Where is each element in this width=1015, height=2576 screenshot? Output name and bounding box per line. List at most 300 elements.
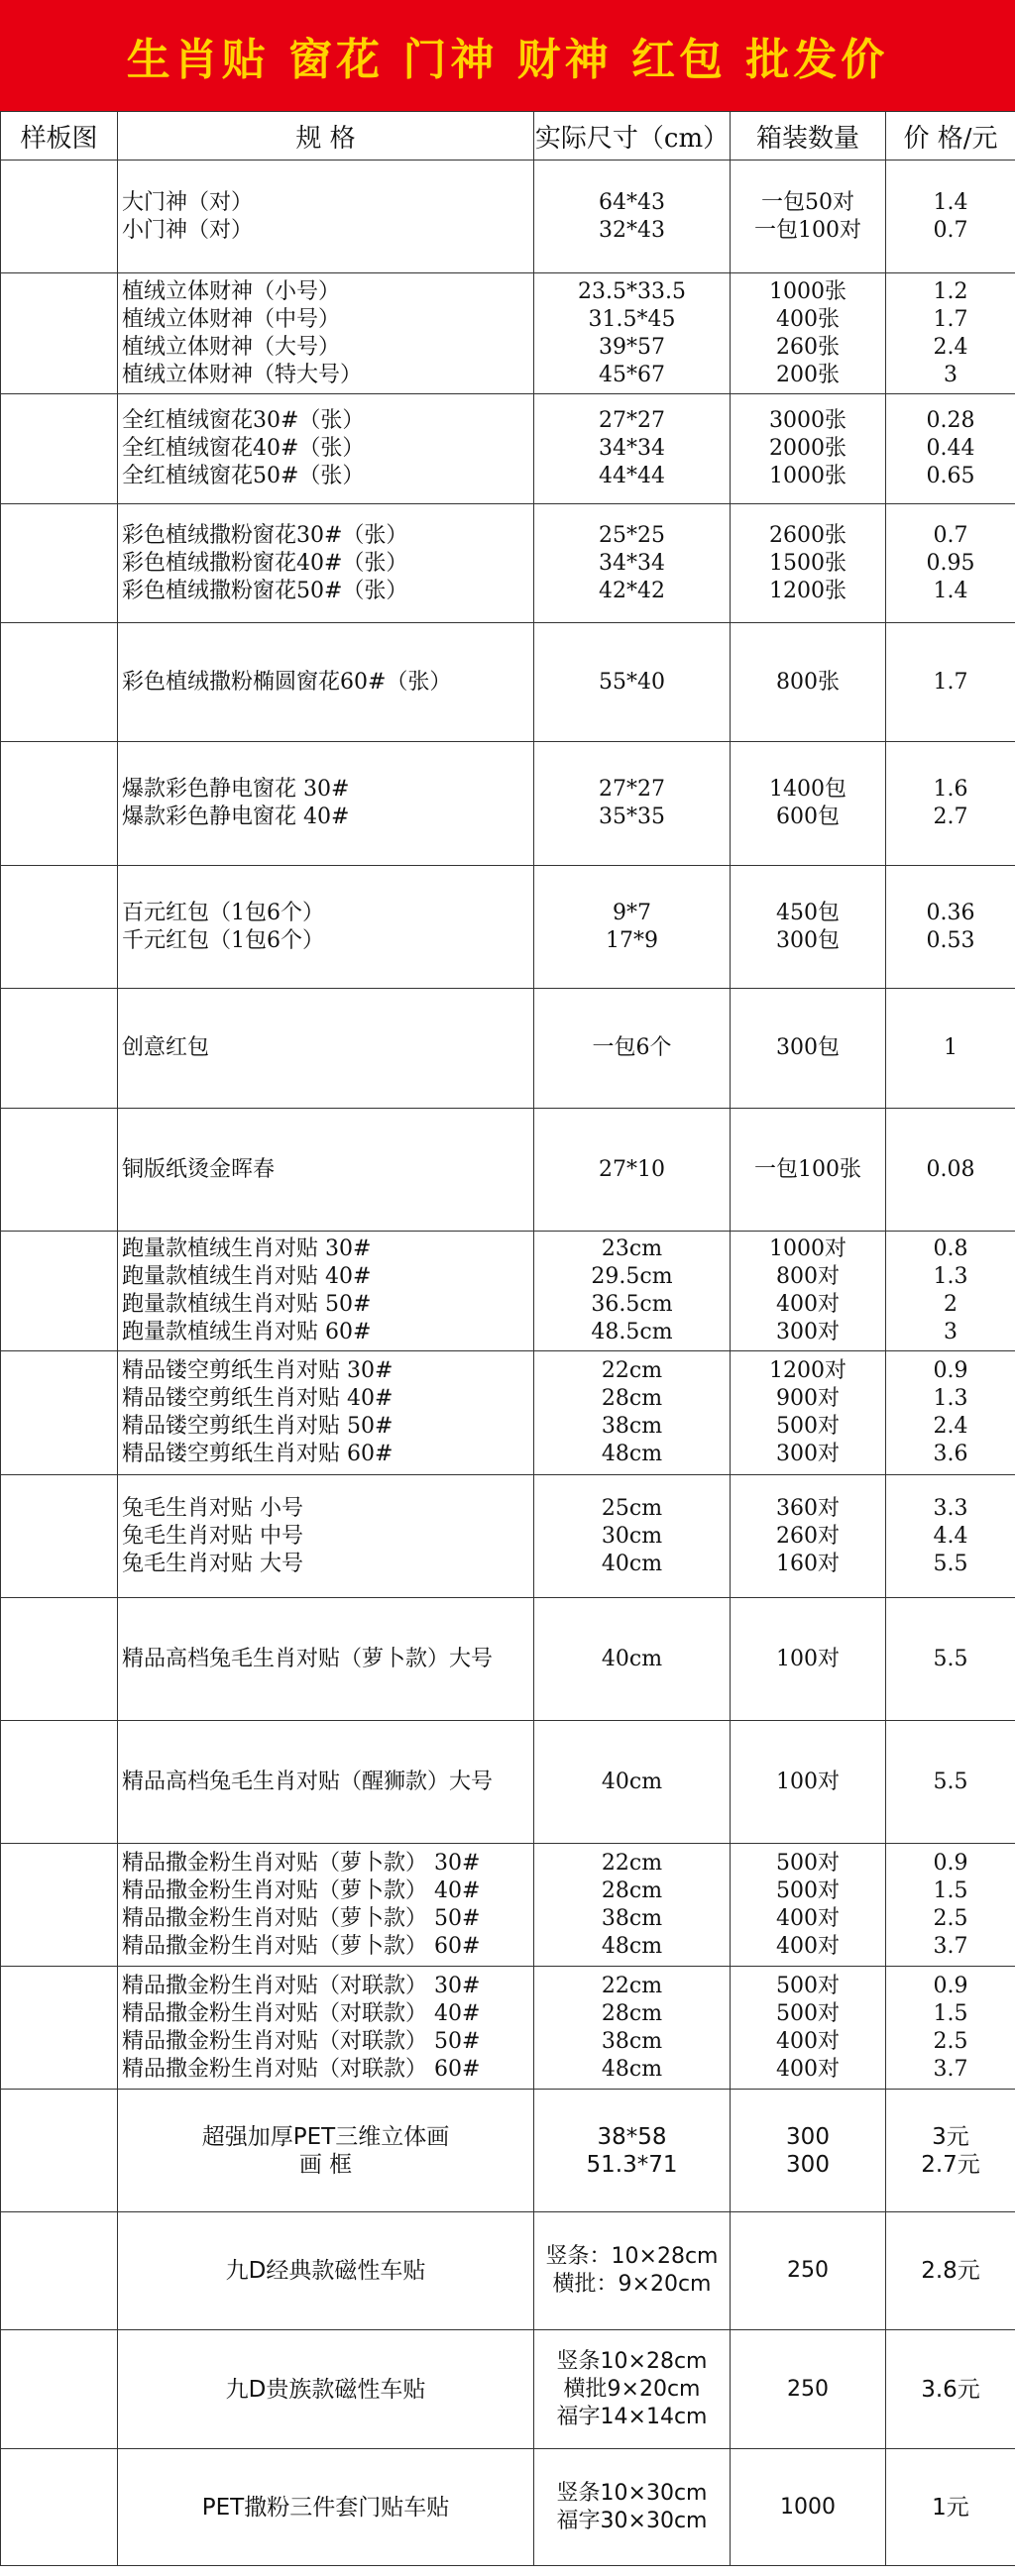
price-line: 0.9 bbox=[933, 1973, 968, 1998]
spec-line: 超强加厚PET三维立体画 bbox=[201, 2123, 450, 2150]
spec-line: 九D贵族款磁性车贴 bbox=[225, 2376, 426, 2403]
spec-line: 全红植绒窗花40#（张） bbox=[122, 436, 365, 461]
price-line: 3.7 bbox=[933, 1933, 968, 1959]
spec-line: 精品撒金粉生肖对贴（萝卜款） 40# bbox=[122, 1878, 481, 1903]
size-cell bbox=[534, 2212, 731, 2330]
spec-line: 彩色植绒撒粉椭圆窗花60#（张） bbox=[122, 669, 452, 695]
size-cell bbox=[534, 1967, 731, 2090]
price-line: 1 bbox=[944, 1035, 958, 1060]
size-cell bbox=[534, 623, 731, 742]
header-row bbox=[1, 112, 1015, 161]
quantity-line: 500对 bbox=[776, 1973, 840, 1998]
size-line: 64*43 bbox=[599, 189, 665, 215]
price-line: 1.4 bbox=[933, 578, 968, 603]
spec-cell bbox=[118, 504, 534, 623]
spec-line: 创意红包 bbox=[122, 1035, 210, 1060]
price-line: 1元 bbox=[932, 2494, 969, 2521]
spec-line: 全红植绒窗花30#（张） bbox=[122, 408, 365, 433]
table-row bbox=[1, 1598, 1015, 1721]
price-line: 0.95 bbox=[926, 550, 975, 576]
table-row bbox=[1, 989, 1015, 1109]
quantity-line: 2600张 bbox=[769, 522, 846, 548]
price-line: 0.7 bbox=[933, 217, 968, 243]
quantity-line: 300对 bbox=[776, 1442, 840, 1466]
size-line: 38cm bbox=[601, 2028, 663, 2054]
quantity-line: 400对 bbox=[776, 1292, 840, 1317]
spec-line: 精品撒金粉生肖对贴（对联款） 40# bbox=[122, 2000, 481, 2026]
table-row bbox=[1, 2330, 1015, 2449]
spec-line: 精品撒金粉生肖对贴（萝卜款） 60# bbox=[122, 1933, 481, 1959]
price-line: 1.7 bbox=[933, 669, 968, 695]
quantity-line: 300 bbox=[786, 2123, 830, 2150]
col-header-quantity: 箱装数量 bbox=[731, 112, 886, 161]
price-line: 2.7元 bbox=[921, 2151, 980, 2178]
size-cell bbox=[534, 1109, 731, 1232]
price-cell bbox=[886, 1844, 1015, 1967]
spec-line: 精品镂空剪纸生肖对贴 40# bbox=[122, 1386, 394, 1411]
price-cell bbox=[886, 989, 1015, 1109]
size-cell bbox=[534, 1475, 731, 1598]
quantity-line: 500对 bbox=[776, 1878, 840, 1903]
size-cell bbox=[534, 1232, 731, 1351]
size-cell bbox=[534, 1351, 731, 1475]
price-cell bbox=[886, 1232, 1015, 1351]
quantity-line: 1200张 bbox=[769, 578, 846, 603]
spec-line: 千元红包（1包6个） bbox=[122, 927, 324, 953]
product-image-static-window-flower bbox=[1, 742, 118, 866]
price-line: 2 bbox=[944, 1292, 958, 1317]
product-image-red-window-flower bbox=[1, 394, 118, 504]
quantity-line: 800对 bbox=[776, 1264, 840, 1289]
quantity-cell bbox=[731, 623, 886, 742]
size-line: 福字30×30cm bbox=[556, 2508, 708, 2533]
spec-line: 小门神（对） bbox=[122, 217, 254, 243]
size-line: 29.5cm bbox=[591, 1264, 673, 1289]
quantity-line: 200张 bbox=[776, 362, 840, 387]
size-line: 竖条10×28cm bbox=[556, 2348, 708, 2374]
price-cell bbox=[886, 2449, 1015, 2566]
price-cell bbox=[886, 1109, 1015, 1232]
size-line: 一包6个 bbox=[592, 1035, 672, 1060]
quantity-cell bbox=[731, 2449, 886, 2566]
product-image-oval-window-flower bbox=[1, 623, 118, 742]
size-line: 竖条：10×28cm bbox=[545, 2244, 719, 2269]
size-cell bbox=[534, 394, 731, 504]
quantity-line: 300对 bbox=[776, 1320, 840, 1344]
quantity-cell bbox=[731, 989, 886, 1109]
product-image-9d-noble-magnet bbox=[1, 2330, 118, 2449]
spec-cell bbox=[118, 1967, 534, 2090]
table-row bbox=[1, 2090, 1015, 2212]
price-cell bbox=[886, 504, 1015, 623]
product-image-gold-zodiac-carrot bbox=[1, 1844, 118, 1967]
quantity-cell bbox=[731, 1351, 886, 1475]
spec-cell bbox=[118, 866, 534, 989]
spec-line: 植绒立体财神（中号） bbox=[122, 306, 341, 332]
spec-line: 兔毛生肖对贴 中号 bbox=[122, 1523, 303, 1549]
price-cell bbox=[886, 2212, 1015, 2330]
quantity-line: 1500张 bbox=[769, 550, 846, 576]
size-cell bbox=[534, 504, 731, 623]
size-cell bbox=[534, 742, 731, 866]
price-line: 3.6元 bbox=[921, 2376, 980, 2403]
size-line: 48cm bbox=[601, 1933, 663, 1959]
quantity-cell bbox=[731, 394, 886, 504]
price-cell bbox=[886, 1351, 1015, 1475]
spec-line: 精品镂空剪纸生肖对贴 60# bbox=[122, 1442, 394, 1466]
size-line: 39*57 bbox=[599, 334, 665, 360]
size-line: 45*67 bbox=[599, 362, 665, 387]
size-line: 35*35 bbox=[599, 805, 665, 829]
price-line: 2.7 bbox=[933, 805, 968, 829]
size-cell bbox=[534, 1598, 731, 1721]
product-image-rabbit-carrot bbox=[1, 1598, 118, 1721]
price-line: 0.9 bbox=[933, 1850, 968, 1876]
size-line: 51.3*71 bbox=[586, 2151, 678, 2178]
price-cell bbox=[886, 2090, 1015, 2212]
table-row bbox=[1, 1351, 1015, 1475]
size-cell bbox=[534, 2449, 731, 2566]
product-image-color-window-flower bbox=[1, 504, 118, 623]
price-cell bbox=[886, 623, 1015, 742]
quantity-line: 100对 bbox=[776, 1769, 840, 1794]
price-line: 3 bbox=[944, 1320, 958, 1344]
price-line: 3元 bbox=[932, 2123, 969, 2150]
quantity-line: 1000张 bbox=[769, 278, 846, 304]
quantity-cell bbox=[731, 1598, 886, 1721]
size-line: 横批：9×20cm bbox=[552, 2272, 712, 2297]
quantity-line: 400对 bbox=[776, 2028, 840, 2054]
spec-line: 彩色植绒撒粉窗花40#（张） bbox=[122, 550, 408, 576]
quantity-line: 100对 bbox=[776, 1646, 840, 1671]
spec-line: 百元红包（1包6个） bbox=[122, 900, 324, 925]
spec-line: 大门神（对） bbox=[122, 189, 254, 215]
spec-line: 植绒立体财神（大号） bbox=[122, 334, 341, 360]
size-line: 23cm bbox=[601, 1236, 663, 1261]
size-line: 40cm bbox=[601, 1551, 663, 1576]
table-row bbox=[1, 2212, 1015, 2330]
spec-line: 铜版纸烫金晖春 bbox=[122, 1156, 276, 1182]
spec-line: 跑量款植绒生肖对贴 40# bbox=[122, 1264, 372, 1289]
table-row bbox=[1, 1109, 1015, 1232]
spec-cell bbox=[118, 1598, 534, 1721]
size-line: 17*9 bbox=[606, 927, 658, 953]
quantity-line: 450包 bbox=[776, 900, 840, 925]
price-line: 3.6 bbox=[933, 1442, 968, 1466]
spec-cell bbox=[118, 989, 534, 1109]
quantity-cell bbox=[731, 2212, 886, 2330]
quantity-line: 一包50对 bbox=[761, 189, 854, 215]
spec-line: 兔毛生肖对贴 大号 bbox=[122, 1551, 303, 1576]
price-line: 1.7 bbox=[933, 306, 968, 332]
size-cell bbox=[534, 866, 731, 989]
size-line: 55*40 bbox=[599, 669, 665, 695]
price-line: 0.44 bbox=[926, 436, 975, 461]
spec-cell bbox=[118, 742, 534, 866]
spec-line: 兔毛生肖对贴 小号 bbox=[122, 1495, 303, 1521]
spec-cell bbox=[118, 1109, 534, 1232]
spec-line: 九D经典款磁性车贴 bbox=[225, 2258, 426, 2284]
size-line: 27*10 bbox=[599, 1156, 665, 1182]
quantity-line: 400对 bbox=[776, 1905, 840, 1931]
product-image-door-god bbox=[1, 161, 118, 273]
quantity-line: 3000张 bbox=[769, 408, 846, 433]
quantity-line: 250 bbox=[787, 2376, 829, 2402]
quantity-cell bbox=[731, 1721, 886, 1844]
quantity-line: 800张 bbox=[776, 669, 840, 695]
quantity-line: 一包100张 bbox=[754, 1156, 861, 1182]
quantity-line: 1000 bbox=[780, 2494, 836, 2520]
spec-line: 画 框 bbox=[298, 2151, 353, 2178]
size-line: 44*44 bbox=[599, 464, 665, 488]
quantity-line: 400对 bbox=[776, 2056, 840, 2082]
size-line: 27*27 bbox=[599, 777, 665, 802]
table-row bbox=[1, 623, 1015, 742]
spec-line: 精品撒金粉生肖对贴（萝卜款） 50# bbox=[122, 1905, 481, 1931]
quantity-line: 300 bbox=[786, 2151, 830, 2178]
spec-cell bbox=[118, 1475, 534, 1598]
spec-line: 全红植绒窗花50#（张） bbox=[122, 464, 365, 488]
price-line: 2.4 bbox=[933, 334, 968, 360]
quantity-cell bbox=[731, 1232, 886, 1351]
price-line: 0.9 bbox=[933, 1358, 968, 1383]
product-image-papercut-zodiac bbox=[1, 1351, 118, 1475]
quantity-line: 一包100对 bbox=[754, 217, 861, 243]
quantity-line: 260张 bbox=[776, 334, 840, 360]
spec-line: 彩色植绒撒粉窗花50#（张） bbox=[122, 578, 408, 603]
price-line: 1.2 bbox=[933, 278, 968, 304]
quantity-cell bbox=[731, 742, 886, 866]
price-line: 2.5 bbox=[933, 1905, 968, 1931]
price-cell bbox=[886, 1598, 1015, 1721]
quantity-cell bbox=[731, 1475, 886, 1598]
table-row bbox=[1, 273, 1015, 394]
size-line: 25*25 bbox=[599, 522, 665, 548]
spec-line: 精品高档兔毛生肖对贴（醒狮款）大号 bbox=[122, 1769, 494, 1794]
table-row bbox=[1, 161, 1015, 273]
col-header-price: 价 格/元 bbox=[886, 112, 1015, 161]
table-row bbox=[1, 1475, 1015, 1598]
quantity-cell bbox=[731, 1844, 886, 1967]
size-line: 22cm bbox=[601, 1850, 663, 1876]
quantity-line: 900对 bbox=[776, 1386, 840, 1411]
table-row bbox=[1, 394, 1015, 504]
quantity-line: 1000张 bbox=[769, 464, 846, 488]
price-cell bbox=[886, 273, 1015, 394]
quantity-line: 400张 bbox=[776, 306, 840, 332]
price-line: 0.65 bbox=[926, 464, 975, 488]
size-line: 38cm bbox=[601, 1905, 663, 1931]
spec-line: 精品高档兔毛生肖对贴（萝卜款）大号 bbox=[122, 1646, 494, 1671]
spec-line: 精品镂空剪纸生肖对贴 30# bbox=[122, 1358, 394, 1383]
quantity-cell bbox=[731, 504, 886, 623]
product-image-flocked-zodiac bbox=[1, 1232, 118, 1351]
price-cell bbox=[886, 161, 1015, 273]
price-line: 0.53 bbox=[926, 927, 975, 953]
banner-title: 生肖贴 窗花 门神 财神 红包 批发价 bbox=[126, 35, 889, 85]
spec-line: 彩色植绒撒粉窗花30#（张） bbox=[122, 522, 408, 548]
price-cell bbox=[886, 866, 1015, 989]
quantity-cell bbox=[731, 273, 886, 394]
product-image-rabbit-fur-zodiac bbox=[1, 1475, 118, 1598]
price-cell bbox=[886, 394, 1015, 504]
quantity-cell bbox=[731, 2330, 886, 2449]
quantity-line: 360对 bbox=[776, 1495, 840, 1521]
size-cell bbox=[534, 1844, 731, 1967]
table-row bbox=[1, 1232, 1015, 1351]
spec-line: 爆款彩色静电窗花 30# bbox=[122, 777, 350, 802]
spec-cell bbox=[118, 161, 534, 273]
spec-line: 跑量款植绒生肖对贴 50# bbox=[122, 1292, 372, 1317]
size-cell bbox=[534, 273, 731, 394]
spec-cell bbox=[118, 623, 534, 742]
spec-cell bbox=[118, 1721, 534, 1844]
size-line: 31.5*45 bbox=[588, 306, 676, 332]
spec-line: 精品撒金粉生肖对贴（萝卜款） 30# bbox=[122, 1850, 481, 1876]
price-cell bbox=[886, 1721, 1015, 1844]
quantity-line: 500对 bbox=[776, 2000, 840, 2026]
size-line: 9*7 bbox=[613, 900, 651, 925]
price-line: 5.5 bbox=[933, 1646, 968, 1671]
size-line: 40cm bbox=[601, 1769, 663, 1794]
table-row bbox=[1, 1721, 1015, 1844]
quantity-line: 1200对 bbox=[769, 1358, 846, 1383]
price-line: 1.6 bbox=[933, 777, 968, 802]
size-line: 22cm bbox=[601, 1973, 663, 1998]
spec-line: 精品撒金粉生肖对贴（对联款） 50# bbox=[122, 2028, 481, 2054]
price-cell bbox=[886, 1475, 1015, 1598]
price-line: 5.5 bbox=[933, 1769, 968, 1794]
spec-cell bbox=[118, 394, 534, 504]
price-table bbox=[0, 111, 1015, 2566]
spec-cell bbox=[118, 1844, 534, 1967]
product-image-gold-zodiac-couplet bbox=[1, 1967, 118, 2090]
product-image-rabbit-lion bbox=[1, 1721, 118, 1844]
size-line: 42*42 bbox=[599, 578, 665, 603]
size-line: 25cm bbox=[601, 1495, 663, 1521]
size-line: 横批9×20cm bbox=[563, 2376, 701, 2402]
price-cell bbox=[886, 2330, 1015, 2449]
size-line: 27*27 bbox=[599, 408, 665, 433]
spec-line: 精品撒金粉生肖对贴（对联款） 30# bbox=[122, 1973, 481, 1998]
size-cell bbox=[534, 989, 731, 1109]
size-line: 竖条10×30cm bbox=[556, 2480, 708, 2506]
size-line: 28cm bbox=[601, 1386, 663, 1411]
quantity-line: 1000对 bbox=[769, 1236, 846, 1261]
table-row bbox=[1, 504, 1015, 623]
spec-cell bbox=[118, 1232, 534, 1351]
product-image-pet-three-piece bbox=[1, 2449, 118, 2566]
price-line: 0.7 bbox=[933, 522, 968, 548]
size-line: 28cm bbox=[601, 2000, 663, 2026]
quantity-cell bbox=[731, 1109, 886, 1232]
spec-line: 精品撒金粉生肖对贴（对联款） 60# bbox=[122, 2056, 481, 2082]
price-line: 4.4 bbox=[933, 1523, 968, 1549]
quantity-line: 300包 bbox=[776, 927, 840, 953]
spec-line: 植绒立体财神（小号） bbox=[122, 278, 341, 304]
spec-line: 跑量款植绒生肖对贴 30# bbox=[122, 1236, 372, 1261]
size-line: 22cm bbox=[601, 1358, 663, 1383]
quantity-line: 260对 bbox=[776, 1523, 840, 1549]
product-image-creative-envelope bbox=[1, 989, 118, 1109]
price-line: 2.5 bbox=[933, 2028, 968, 2054]
size-cell bbox=[534, 1721, 731, 1844]
size-cell bbox=[534, 2330, 731, 2449]
price-line: 0.36 bbox=[926, 900, 975, 925]
quantity-line: 500对 bbox=[776, 1850, 840, 1876]
spec-cell bbox=[118, 2212, 534, 2330]
size-line: 40cm bbox=[601, 1646, 663, 1671]
size-line: 38*58 bbox=[597, 2123, 667, 2150]
size-line: 30cm bbox=[601, 1523, 663, 1549]
price-line: 5.5 bbox=[933, 1551, 968, 1576]
spec-cell bbox=[118, 273, 534, 394]
quantity-line: 160对 bbox=[776, 1551, 840, 1576]
price-line: 3 bbox=[944, 362, 958, 387]
title-banner bbox=[0, 0, 1015, 111]
quantity-line: 2000张 bbox=[769, 436, 846, 461]
price-line: 3.7 bbox=[933, 2056, 968, 2082]
spec-cell bbox=[118, 1351, 534, 1475]
quantity-line: 300包 bbox=[776, 1035, 840, 1060]
product-image-pet-3d-picture bbox=[1, 2090, 118, 2212]
size-line: 23.5*33.5 bbox=[578, 278, 686, 304]
price-cell bbox=[886, 742, 1015, 866]
spec-line: 跑量款植绒生肖对贴 60# bbox=[122, 1320, 372, 1344]
table-row bbox=[1, 866, 1015, 989]
size-line: 48.5cm bbox=[591, 1320, 673, 1344]
spec-cell bbox=[118, 2090, 534, 2212]
table-row bbox=[1, 2449, 1015, 2566]
spec-line: 爆款彩色静电窗花 40# bbox=[122, 805, 350, 829]
product-image-red-envelope bbox=[1, 866, 118, 989]
spec-cell bbox=[118, 2330, 534, 2449]
price-line: 0.08 bbox=[926, 1156, 975, 1182]
quantity-line: 400对 bbox=[776, 1933, 840, 1959]
price-line: 0.8 bbox=[933, 1236, 968, 1261]
size-cell bbox=[534, 2090, 731, 2212]
quantity-line: 500对 bbox=[776, 1414, 840, 1439]
price-line: 1.5 bbox=[933, 2000, 968, 2026]
quantity-cell bbox=[731, 161, 886, 273]
price-line: 3.3 bbox=[933, 1495, 968, 1521]
size-line: 48cm bbox=[601, 2056, 663, 2082]
quantity-line: 250 bbox=[787, 2258, 829, 2283]
product-image-wealth-god bbox=[1, 273, 118, 394]
spec-line: PET撒粉三件套门贴车贴 bbox=[201, 2494, 450, 2521]
price-line: 2.8元 bbox=[921, 2258, 980, 2284]
size-line: 38cm bbox=[601, 1414, 663, 1439]
quantity-cell bbox=[731, 2090, 886, 2212]
product-image-9d-classic-magnet bbox=[1, 2212, 118, 2330]
quantity-cell bbox=[731, 866, 886, 989]
spec-cell bbox=[118, 2449, 534, 2566]
price-line: 0.28 bbox=[926, 408, 975, 433]
size-line: 32*43 bbox=[599, 217, 665, 243]
table-row bbox=[1, 742, 1015, 866]
size-line: 48cm bbox=[601, 1442, 663, 1466]
price-line: 1.4 bbox=[933, 189, 968, 215]
quantity-line: 600包 bbox=[776, 805, 840, 829]
spec-line: 植绒立体财神（特大号） bbox=[122, 362, 363, 387]
price-line: 1.3 bbox=[933, 1264, 968, 1289]
size-line: 36.5cm bbox=[591, 1292, 673, 1317]
price-line: 1.5 bbox=[933, 1878, 968, 1903]
table-row bbox=[1, 1844, 1015, 1967]
table-row bbox=[1, 1967, 1015, 2090]
price-cell bbox=[886, 1967, 1015, 2090]
quantity-line: 1400包 bbox=[769, 777, 846, 802]
